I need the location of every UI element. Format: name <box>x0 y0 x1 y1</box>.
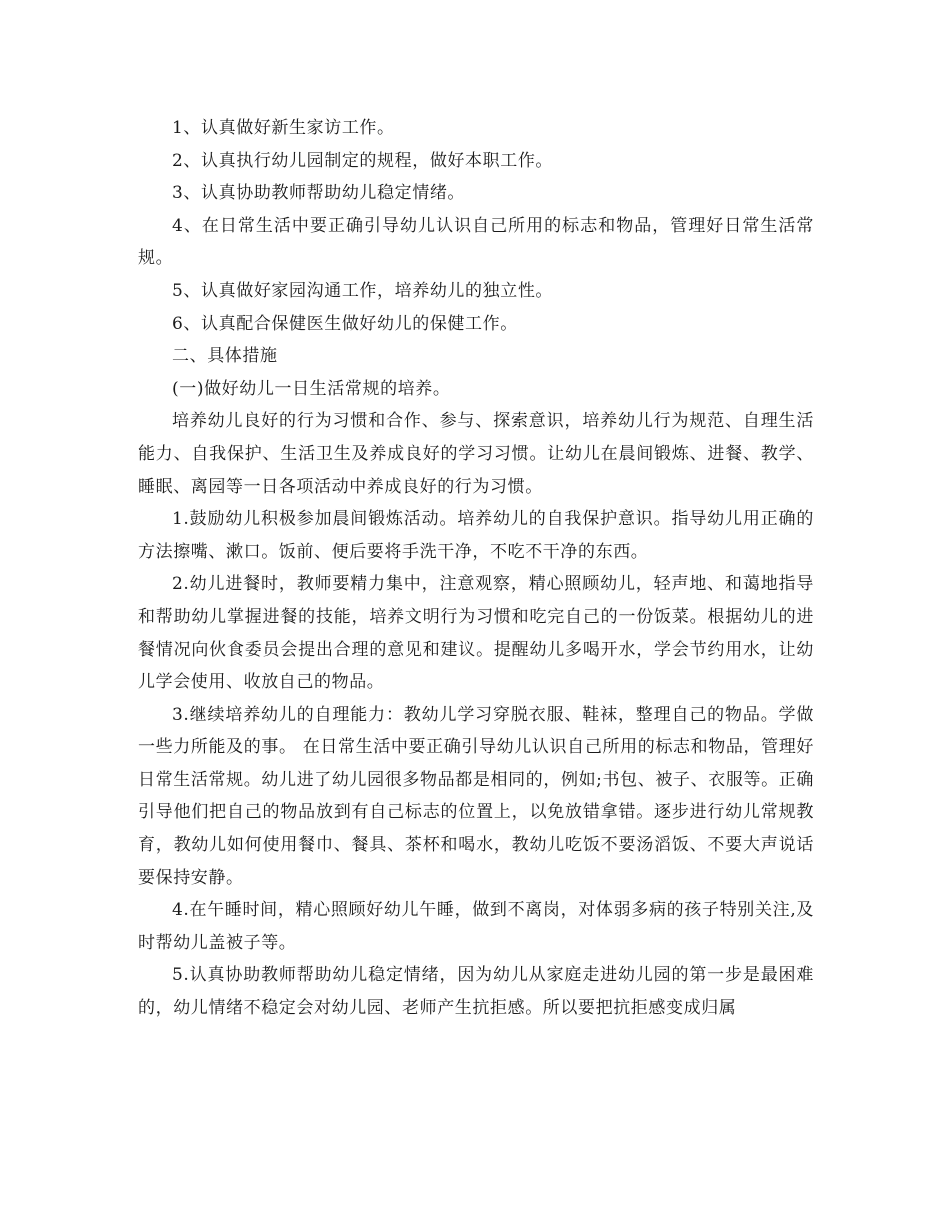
measure-3: 3.继续培养幼儿的自理能力：教幼儿学习穿脱衣服、鞋袜，整理自己的物品。学做一些力所能及的事。 在日常生活中要正确引导幼儿认识自己所用的标志和物品，管理好日常生活常规。幼儿进了幼儿园很多物品都是相同的，例如;书包、被子、衣服等。正确引导他们把自己的物品放到有自己标志的位置上，以免放错拿错。逐步进行幼儿常规教育，教幼儿如何使用餐巾、餐具、茶杯和喝水，教幼儿吃饭不要汤滔饭、不要大声说话要保持安静。 <box>138 704 814 888</box>
document-body <box>138 112 814 1025</box>
measure-1: 1.鼓励幼儿积极参加晨间锻炼活动。培养幼儿的自我保护意识。指导幼儿用正确的方法擦嘴、漱口。饭前、便后要将手洗干净，不吃不干净的东西。 <box>138 509 814 562</box>
paragraph-3: 3、认真协助教师帮助幼儿稳定情绪。 <box>172 183 466 204</box>
subsection-heading: (一)做好幼儿一日生活常规的培养。 <box>172 378 451 399</box>
paragraph-5: 5、认真做好家园沟通工作，培养幼儿的独立性。 <box>172 280 554 301</box>
paragraph-intro: 培养幼儿良好的行为习惯和合作、参与、探索意识，培养幼儿行为规范、自理生活能力、自我保护、生活卫生及养成良好的学习习惯。让幼儿在晨间锻炼、进餐、教学、睡眠、离园等一日各项活动中养成良好的行为习惯。 <box>138 411 814 497</box>
paragraph-2: 2、认真执行幼儿园制定的规程，做好本职工作。 <box>172 150 554 171</box>
measure-4: 4.在午睡时间，精心照顾好幼儿午睡，做到不离岗，对体弱多病的孩子特别关注,及时帮幼儿盖被子等。 <box>138 900 814 953</box>
paragraph-6: 6、认真配合保健医生做好幼儿的保健工作。 <box>172 313 518 334</box>
measure-5: 5.认真协助教师帮助幼儿稳定情绪，因为幼儿从家庭走进幼儿园的第一步是最困难的，幼儿情绪不稳定会对幼儿园、老师产生抗拒感。所以要把抗拒感变成归属 <box>138 965 814 1019</box>
section-heading: 二、具体措施 <box>172 346 278 367</box>
measure-2: 2.幼儿进餐时，教师要精力集中，注意观察，精心照顾幼儿，轻声地、和蔼地指导和帮助幼儿掌握进餐的技能，培养文明行为习惯和吃完自己的一份饭菜。根据幼儿的进餐情况向伙食委员会提出合理的意见和建议。提醒幼儿多喝开水，学会节约用水，让幼儿学会使用、收放自己的物品。 <box>138 574 814 693</box>
paragraph-1: 1、认真做好新生家访工作。 <box>172 118 395 138</box>
paragraph-4: 4、在日常生活中要正确引导幼儿认识自己所用的标志和物品，管理好日常生活常规。 <box>138 215 814 269</box>
